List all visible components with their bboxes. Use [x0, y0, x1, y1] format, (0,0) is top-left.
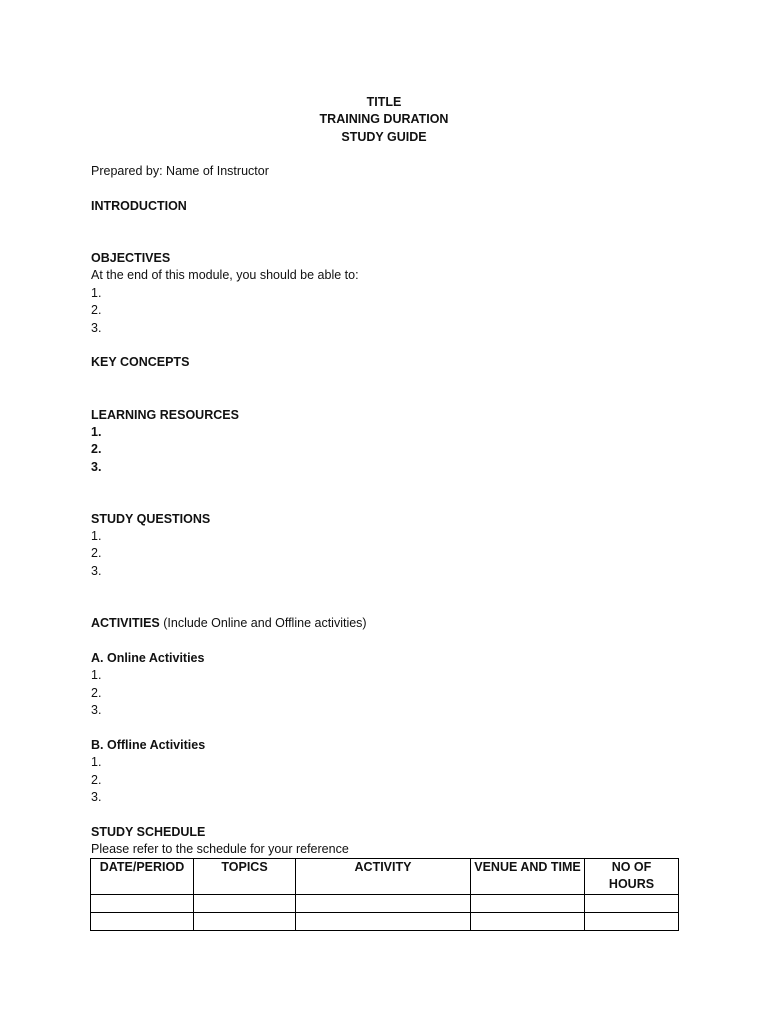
study-questions-heading: STUDY QUESTIONS	[91, 512, 211, 526]
prepared-by: Prepared by: Name of Instructor	[91, 164, 269, 178]
table-cell	[296, 913, 471, 931]
column-header-activity: ACTIVITY	[296, 859, 471, 895]
table-row	[91, 913, 679, 931]
offline-activity-item: 1.	[91, 755, 102, 769]
study-guide-heading: STUDY GUIDE	[341, 130, 427, 144]
offline-activity-item: 3.	[91, 790, 102, 804]
activities-heading: ACTIVITIES	[91, 616, 160, 630]
table-cell	[585, 895, 679, 913]
document-title: TITLE	[366, 95, 402, 109]
online-activities-heading: A. Online Activities	[91, 651, 205, 665]
activities-line	[91, 615, 367, 632]
learning-resources-heading: LEARNING RESOURCES	[91, 408, 239, 422]
table-cell	[471, 895, 585, 913]
online-activity-item: 1.	[91, 668, 102, 682]
objectives-intro: At the end of this module, you should be able to:	[91, 268, 359, 282]
objective-item: 1.	[91, 286, 102, 300]
column-header-venue-and-time: VENUE AND TIME	[471, 859, 585, 895]
learning-resource-item: 1.	[91, 425, 102, 439]
table-header-row	[91, 859, 679, 895]
table-cell	[585, 913, 679, 931]
study-question-item: 1.	[91, 529, 102, 543]
table-cell	[194, 913, 296, 931]
table-cell	[91, 913, 194, 931]
objectives-heading: OBJECTIVES	[91, 251, 171, 265]
study-question-item: 2.	[91, 546, 102, 560]
training-duration: TRAINING DURATION	[319, 112, 449, 126]
study-question-item: 3.	[91, 564, 102, 578]
study-schedule-heading: STUDY SCHEDULE	[91, 825, 206, 839]
objective-item: 2.	[91, 303, 102, 317]
online-activity-item: 2.	[91, 686, 102, 700]
table-cell	[91, 895, 194, 913]
online-activity-item: 3.	[91, 703, 102, 717]
table-cell	[471, 913, 585, 931]
introduction-heading: INTRODUCTION	[91, 199, 187, 213]
column-header-no-of-hours: NO OF HOURS	[585, 859, 679, 895]
objective-item: 3.	[91, 321, 102, 335]
activities-note: (Include Online and Offline activities)	[159, 616, 367, 630]
column-header-topics: TOPICS	[194, 859, 296, 895]
offline-activity-item: 2.	[91, 773, 102, 787]
offline-activities-heading: B. Offline Activities	[91, 738, 206, 752]
learning-resource-item: 3.	[91, 460, 102, 474]
table-cell	[296, 895, 471, 913]
key-concepts-heading: KEY CONCEPTS	[91, 355, 190, 369]
table-row	[91, 895, 679, 913]
study-schedule-note: Please refer to the schedule for your reference	[91, 842, 349, 856]
study-schedule-table	[90, 858, 679, 931]
column-header-date-period: DATE/PERIOD	[91, 859, 194, 895]
learning-resource-item: 2.	[91, 442, 102, 456]
table-cell	[194, 895, 296, 913]
